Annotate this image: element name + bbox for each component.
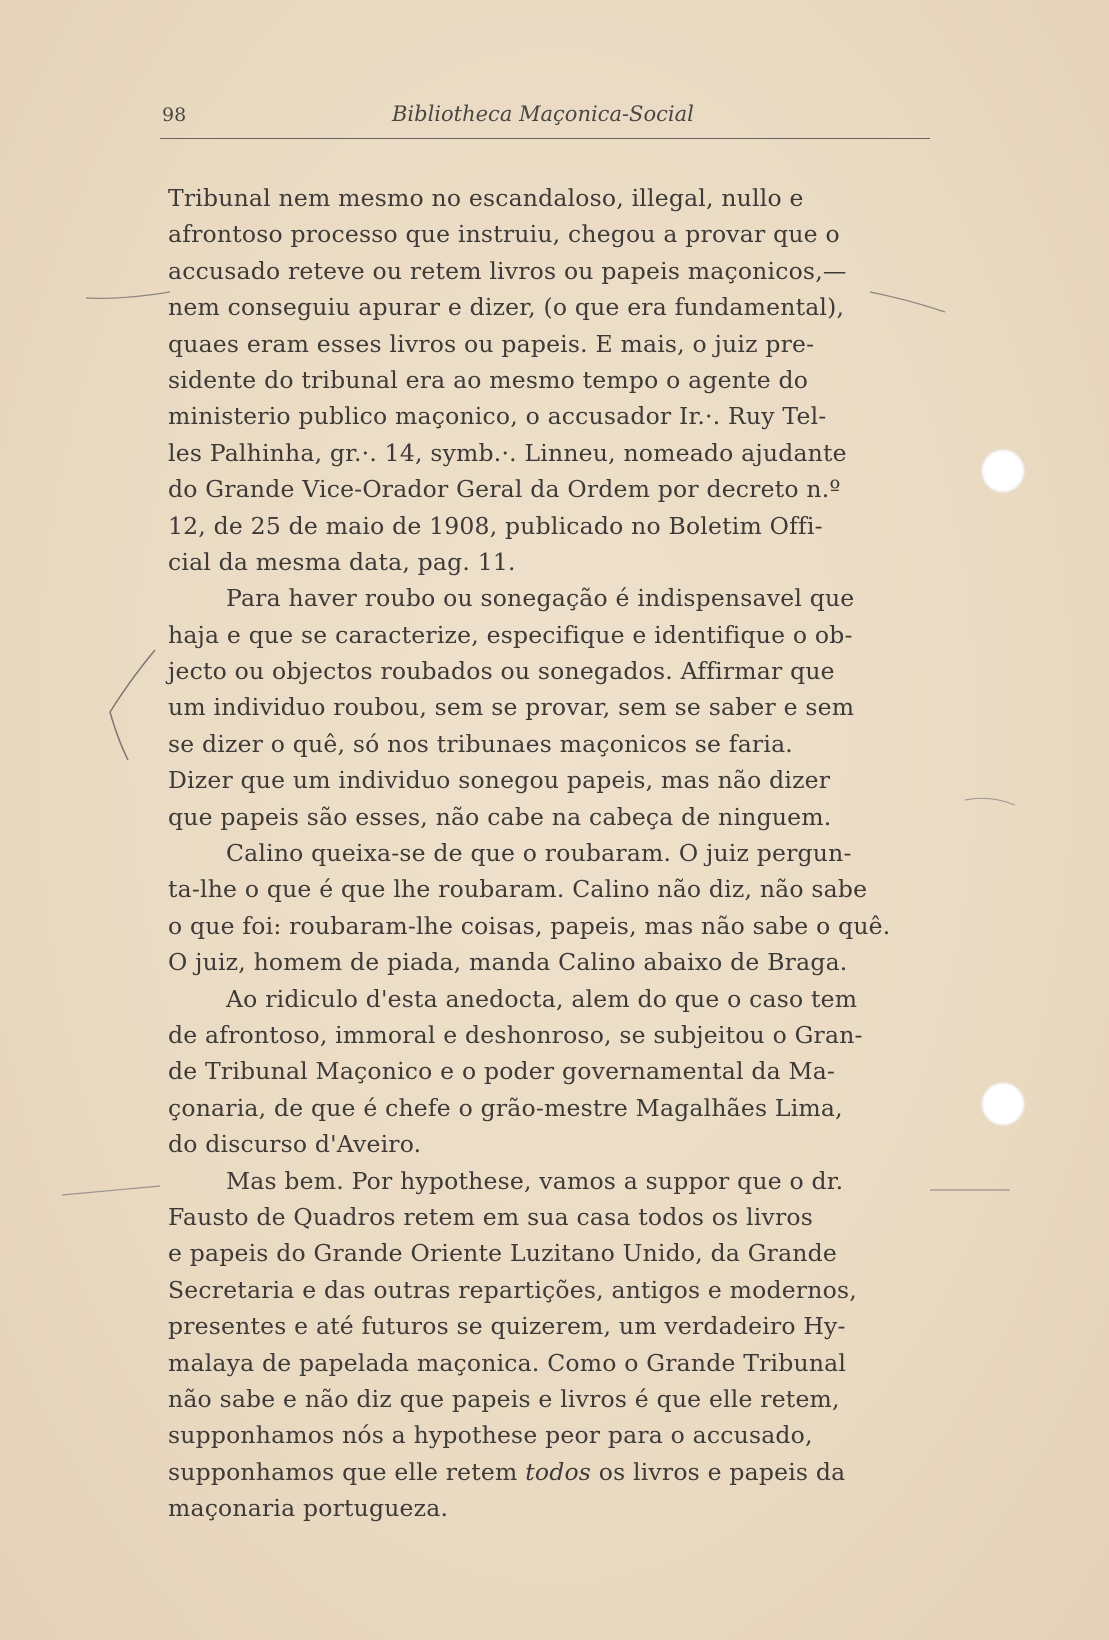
pencil-stroke — [86, 292, 170, 298]
text-line: se dizer o quê, só nos tribunaes maçonicos se faria. — [168, 729, 793, 758]
text-line: maçonaria portugueza. — [168, 1494, 449, 1523]
punch-hole — [981, 1082, 1025, 1126]
text-line: çonaria, de que é chefe o grão-mestre Magalhães Lima, — [168, 1093, 843, 1122]
text-line: do Grande Vice-Orador Geral da Ordem por decreto n.º — [168, 475, 841, 504]
text-line: não sabe e não diz que papeis e livros é que elle retem, — [168, 1384, 840, 1413]
pencil-stroke — [965, 798, 1015, 805]
text-line: nem conseguiu apurar e dizer, (o que era fundamental), — [168, 293, 845, 322]
text-line: e papeis do Grande Oriente Luzitano Unido, da Grande — [168, 1239, 837, 1268]
text-line: Calino queixa-se de que o roubaram. O juiz pergun- — [226, 839, 852, 868]
text-line: supponhamos nós a hypothese peor para o accusado, — [168, 1421, 813, 1450]
text-line: Para haver roubo ou sonegação é indispensavel que — [226, 584, 855, 613]
punch-hole — [981, 449, 1025, 493]
text-line: Mas bem. Por hypothese, vamos a suppor que o dr. — [226, 1166, 844, 1195]
text-line: de afrontoso, immoral e deshonroso, se subjeitou o Gran- — [168, 1020, 863, 1049]
page-number: 98 — [162, 104, 187, 126]
text-segment: supponhamos que elle retem — [168, 1457, 526, 1486]
text-line: accusado reteve ou retem livros ou papeis maçonicos,— — [168, 256, 847, 285]
text-line: Ao ridiculo d'esta anedocta, alem do que o caso tem — [226, 984, 858, 1013]
text-line: malaya de papelada maçonica. Como o Grande Tribunal — [168, 1348, 847, 1377]
text-line: Tribunal nem mesmo no escandaloso, illegal, nullo e — [168, 184, 804, 212]
text-line: jecto ou objectos roubados ou sonegados. Affirmar que — [168, 657, 835, 686]
text-line: que papeis são esses, não cabe na cabeça de ninguem. — [168, 802, 832, 831]
text-line: les Palhinha, gr.·. 14, symb.·. Linneu, nomeado ajudante — [168, 438, 847, 467]
pencil-stroke — [62, 1186, 160, 1195]
text-line: quaes eram esses livros ou papeis. E mais, o juiz pre- — [168, 329, 815, 358]
running-title: Bibliotheca Maçonica-Social — [392, 102, 694, 126]
text-line: sidente do tribunal era ao mesmo tempo o agente do — [168, 365, 809, 394]
text-line: um individuo roubou, sem se provar, sem se saber e sem — [168, 693, 855, 722]
text-line: ta-lhe o que é que lhe roubaram. Calino não diz, não sabe — [168, 875, 868, 904]
text-line: cial da mesma data, pag. 11. — [168, 547, 516, 576]
text-segment: os livros e papeis da — [591, 1457, 846, 1486]
text-line: 12, de 25 de maio de 1908, publicado no Boletim Offi- — [168, 511, 823, 540]
text-line: haja e que se caracterize, especifique e identifique o ob- — [168, 620, 853, 649]
text-line: Secretaria e das outras repartições, antigos e modernos, — [168, 1275, 857, 1304]
text-line: do discurso d'Aveiro. — [168, 1130, 422, 1159]
text-line: o que foi: roubaram-lhe coisas, papeis, mas não sabe o quê. — [168, 911, 891, 940]
text-line: presentes e até futuros se quizerem, um verdadeiro Hy- — [168, 1312, 846, 1341]
text-line: afrontoso processo que instruiu, chegou a provar que o — [168, 220, 840, 249]
text-line: Dizer que um individuo sonegou papeis, mas não dizer — [168, 766, 831, 795]
text-line: ministerio publico maçonico, o accusador Ir.·. Ruy Tel- — [168, 402, 827, 431]
emphasis-text: todos — [525, 1457, 592, 1486]
text-line: Fausto de Quadros retem em sua casa todos os livros — [168, 1202, 813, 1231]
text-line: de Tribunal Maçonico e o poder governamental da Ma- — [168, 1057, 836, 1086]
text-line: O juiz, homem de piada, manda Calino abaixo de Braga. — [168, 948, 848, 977]
pencil-bracket — [110, 650, 155, 760]
pencil-stroke — [870, 292, 945, 312]
